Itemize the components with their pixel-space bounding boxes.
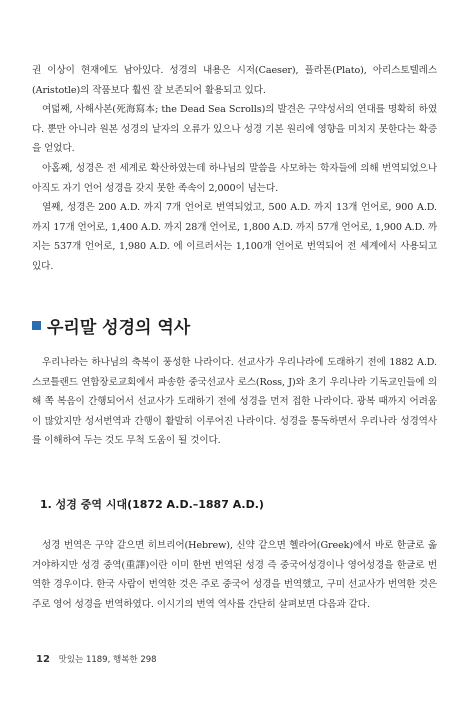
page-number: 12 [36,654,50,665]
paragraph-dead-sea-scrolls: 여덟째, 사해사본(死海寫本; the Dead Sea Scrolls)의 발견은 구약성서의 연대를 명확히 하였다. 뿐만 아니라 원본 성경의 낱자의 오류가 있으나 성경 기본 원리에 영향을 미치지 못한다는 확증을 얻었다. [32,104,437,155]
book-title: 맛있는 1189, 행복한 298 [58,655,157,665]
paragraph-language-counts: 열째, 성경은 200 A.D. 까지 7개 언어로 번역되었고, 500 A.D. 까지 13개 언어로, 900 A.D. 까지 17개 언어로, 1,400 A.D. 까지 28개 언어로, 1,800 A.D. 까지 57개 언어로, 1,900 A.D. 까지는 537개 언어로, 1,980 A.D. 에 이르러서는 1,100개 언어로 번역되어 전 세계에서 사용되고 있다. [32,202,437,272]
section-heading [32,313,190,338]
paragraph-translation-spread: 아홉째, 성경은 전 세계로 확산하였는데 하나님의 말씀을 사모하는 학자들에 의해 번역되었으나 아직도 자기 언어 성경을 갖지 못한 족속이 2,000이 넘는다. [32,163,437,194]
paragraph-double-translation: 성경 번역은 구약 같으면 히브리어(Hebrew), 신약 같으면 헬라어(Greek)에서 바로 한글로 옮겨야하지만 성경 중역(重譯)이란 이미 한번 번역된 성경 즉 중국어성경이나 영어성경을 한글로 번역한 경우이다. 한국 사람이 번역한 것은 주로 중국어 성경을 번역했고, 구미 선교사가 번역한 것은 주로 영어 성경을 번역하였다. 이시기의 번역 역사를 간단히 살펴보면 다음과 같다. [32,540,437,610]
paragraph-preservation: 권 이상이 현재에도 남아있다. 성경의 내용은 시저(Caeser), 플라톤(Plato), 아리스토텔레스(Aristotle)의 작품보다 훨씬 잘 보존되어 활용되고 있다. [32,65,437,96]
subsection-heading: 1. 성경 중역 시대(1872 A.D.–1887 A.D.) [40,498,264,511]
section-bullet-icon [32,321,41,330]
paragraph-korean-bible-history: 우리나라는 하나님의 축복이 풍성한 나라이다. 선교사가 우리나라에 도래하기 전에 1882 A.D. 스코틀랜드 연합장로교회에서 파송한 중국선교사 로스(Ross, J)와 초기 우리나라 기독교인들에 의해 쪽 복음이 간행되어서 선교사가 도래하기 전에 성경을 먼저 접한 나라이다. 광복 때까지 어려움이 많았지만 성서번역과 간행이 활발히 이루어진 나라이다. 성경을 통독하면서 우리나라 성경역사를 이해하여 두는 것도 무척 도움이 될 것이다. [32,357,437,447]
section-heading-text: 우리말 성경의 역사 [47,318,191,338]
page-footer [36,653,157,665]
